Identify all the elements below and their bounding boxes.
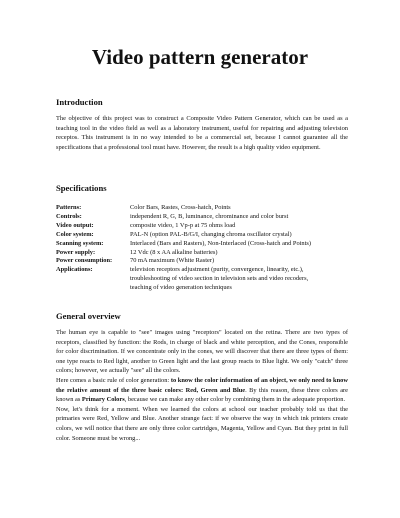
spec-row [56,204,356,213]
spec-label: Scanning system: [56,239,104,247]
spec-value-line: composite video, 1 Vp-p at 75 ohms load [130,221,236,229]
spec-value-line: television receptors adjustment (purity, convergence, linearity, etc.), [130,266,304,274]
spec-label: Patterns: [56,204,82,211]
spec-label: Color system: [56,230,94,238]
spec-value [130,266,356,293]
overview-paragraph-1: The human eye is capable to "see" images using "receptors" located on the retina. There are two types of receptors, classified by function: the Rods, in charge of black and white perception, and the Cones, responsible for color discrimination. If we concentrate only in the cones, we will discover that there are three types of them: one type reacts to Red light, another to Green light and the last group reacts to Blue light. We only "catch" three colors; however, we actually "see" all the colors. [56,329,348,375]
overview-paragraph-3: Now, let's think for a moment. When we learned the colors at school our teacher probably told us that the primaries were Red, Yellow and Blue. Another strange fact: if we observe the way in which ink printers create colors, we will notice that there are only three color cartridges, Magenta, Yellow and Cyan. But they print in full color. Someone must be wrong... [56,405,348,442]
spec-value [130,231,356,240]
overview-p2-middle: . By this reason, these three colors are known as [56,386,349,404]
overview-paragraph-2 [56,376,348,405]
spec-value-line: Color Bars, Rastes, Cross-hatch, Points [130,204,231,211]
spec-value [130,222,356,231]
overview-p2-end: , because we can make any other color by combining them in the adequate proportion. [124,396,346,404]
spec-label: Video output: [56,221,94,229]
spec-value-line: independent R, G, B, luminance, chrominance and color burst [130,212,289,220]
overview-p2-rule: to know the color information of an object, we only need to know the relative amount of the three basic colors: Red, Green and Blue [56,376,348,394]
spec-value [130,240,356,249]
overview-p2-primary-colors: Primary Colors [81,396,125,404]
spec-row [56,222,356,231]
spec-value [130,204,356,213]
spec-row [56,266,356,293]
spec-value-line: teaching of video generation techniques [130,284,232,292]
spec-value-line: PAL-N (option PAL-B/G/I, changing chroma oscillator crystal) [130,230,292,238]
spec-value [130,213,356,222]
general-overview-text [56,328,348,443]
spec-row [56,231,356,240]
introduction-heading: Introduction [56,97,103,107]
spec-label: Power consumption: [56,257,113,265]
spec-label: Applications: [56,266,93,274]
spec-label: Power supply: [56,248,96,256]
spec-value [130,249,356,258]
introduction-text: The objective of this project was to construct a Composite Video Pattern Generator, which can be used as a teaching tool in the video field as well as a laboratory instrument, useful for repairing and adjusting television receptos. This instrument is in no way intended to be a commercial set, because I cannot guarantee all the specifications that a professional tool must have. However, the result is a high quality video equipment. [56,115,348,151]
spec-value-line: Interlaced (Bars and Rasters), Non-Interlaced (Cross-hatch and Points) [130,239,312,247]
spec-label: Controls: [56,212,82,220]
page-title: Video pattern generator [91,45,309,69]
specifications-list [56,204,356,293]
spec-row [56,213,356,222]
spec-value-line: 12 Vdc (8 x AA alkaline batteries) [130,248,218,256]
overview-p2-intro: Here comes a basic rule of color generation: [56,376,171,384]
spec-value [130,257,356,266]
spec-row [56,249,356,258]
general-overview-heading: General overview [56,311,121,321]
specifications-heading: Specifications [56,183,107,193]
spec-row [56,257,356,266]
spec-value-line: troubleshooting of video section in television sets and video recoders, [130,275,309,283]
spec-value-line: 70 mA maximum (White Raster) [130,257,215,265]
spec-row [56,240,356,249]
